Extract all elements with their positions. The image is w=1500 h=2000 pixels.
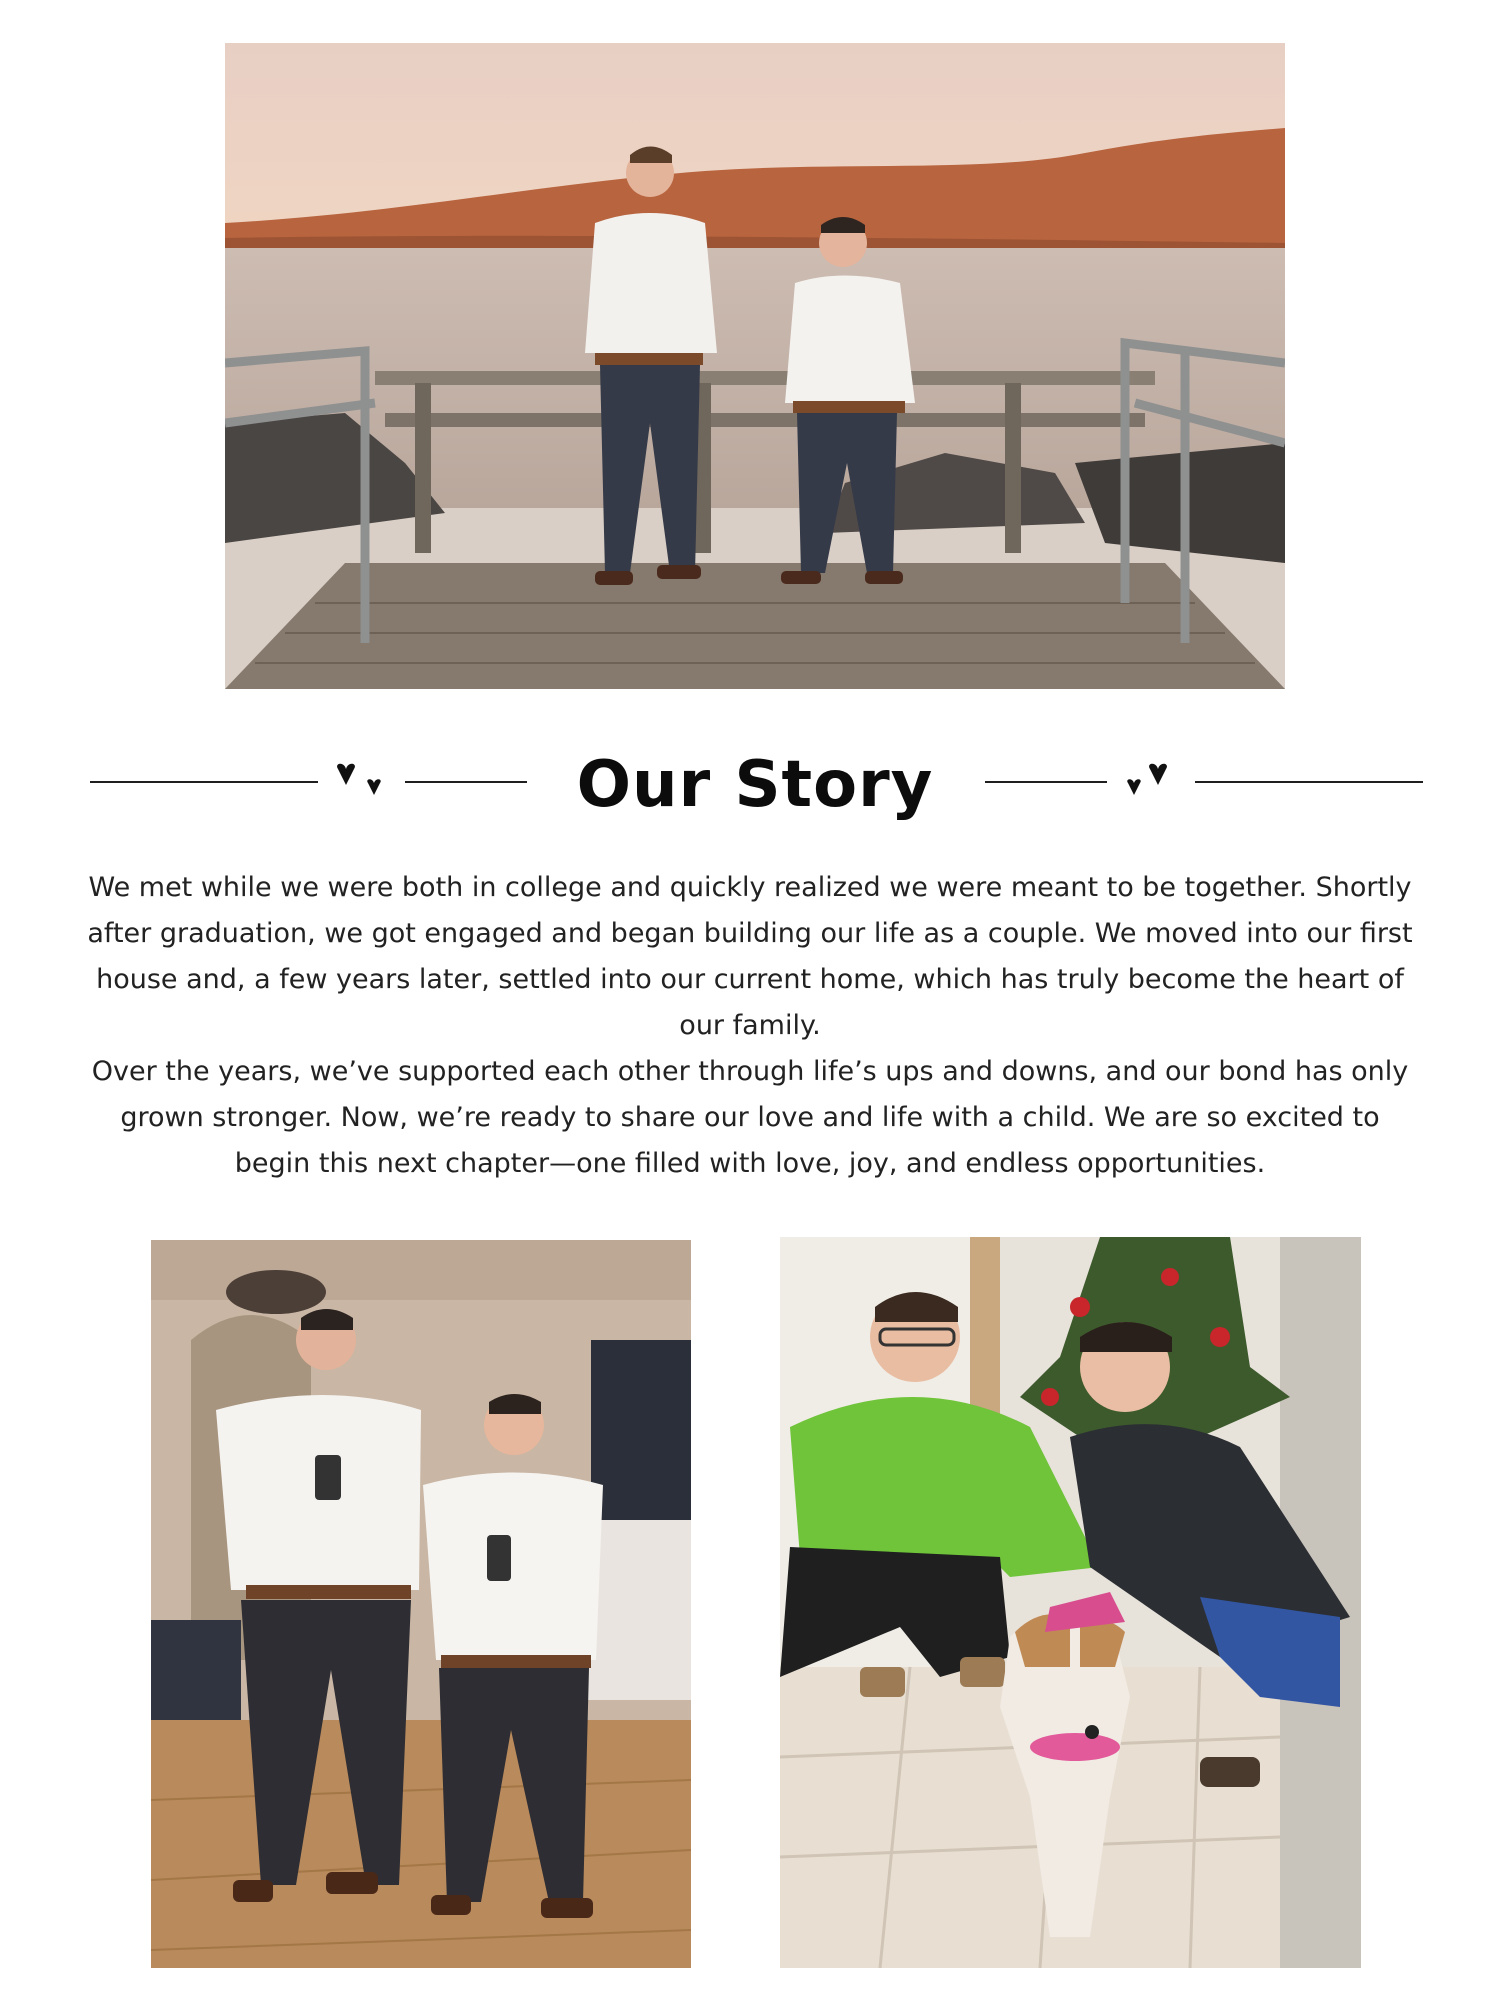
- story-text: [80, 865, 1420, 1187]
- story-paragraph-2: Over the years, we’ve supported each other through life’s ups and downs, and our bond has only grown stronger. Now, we’re ready to share our love and life with a child. We are so excited to begin this next chapter—one filled with love, joy, and endless opportunities.: [91, 1056, 1409, 1179]
- couple-dog-photo: [780, 1237, 1361, 1968]
- divider-line: [985, 781, 1107, 783]
- heading-row: [0, 735, 1500, 835]
- hearts-icon: [330, 757, 400, 807]
- hearts-icon: [1110, 757, 1180, 807]
- couple-event-photo: [151, 1240, 691, 1968]
- divider-line: [90, 781, 318, 783]
- story-paragraph-1: We met while we were both in college and quickly realized we were meant to be together. Shortly after graduation, we got engaged and began building our life as a couple. We moved into our first house and, a few years later, settled into our current home, which has truly become the heart of our family.: [87, 872, 1413, 1041]
- divider-line: [1195, 781, 1423, 783]
- couple-pier-photo: [225, 43, 1285, 689]
- page-title: Our Story: [576, 748, 934, 822]
